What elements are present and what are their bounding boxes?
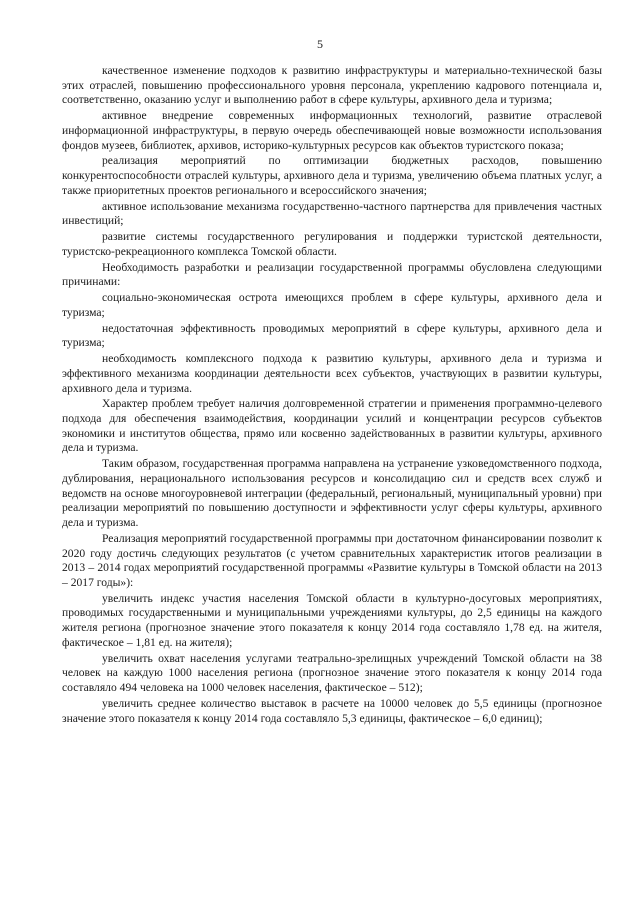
paragraph-reason-socioeconomic: социально-экономическая острота имеющихся проблем в сфере культуры, архивного дела и туризма; — [62, 291, 602, 319]
paragraph-tourism-regulation: развитие системы государственного регулирования и поддержки туристской деятельности, туристско-рекреационного комплекса Томской области. — [62, 230, 602, 258]
paragraph-it-technologies: активное внедрение современных информационных технологий, развитие отраслевой информационной инфраструктуры, в первую очередь обеспечивающей новые возможности использования фондов музеев, библиотек, архивов, историко-культурных ресурсов как объектов туристского показа; — [62, 109, 602, 152]
paragraph-budget-optimization: реализация мероприятий по оптимизации бюджетных расходов, повышению конкурентоспособности отраслей культуры, архивного дела и туризма, увеличению объема платных услуг, а также приоритетных проектов регионального и всероссийского значения; — [62, 154, 602, 197]
paragraph-expected-results: Реализация мероприятий государственной программы при достаточном финансировании позволит к 2020 году достичь следующих результатов (с учетом сравнительных характеристик итогов реализации в 2013 – 2014 годах мероприятий государственной программы «Развитие культуры в Томской области на 2013 – 2017 годы»): — [62, 531, 602, 589]
paragraph-long-term-strategy: Характер проблем требует наличия долговременной стратегии и применения программно-целевого подхода для обеспечения взаимодействия, координации усилий и концентрации ресурсов субъектов экономики и институтов общества, прямо или косвенно задействованных в развитии культуры, архивного дела и туризма. — [62, 397, 602, 455]
paragraph-result-theatre-coverage: увеличить охват населения услугами театрально-зрелищных учреждений Томской области на 38 человек на каждую 1000 населения региона (прогнозное значение этого показателя к концу 2014 года составляло 494 человека на 1000 человек населения, фактическое – 512); — [62, 651, 602, 695]
paragraph-result-exhibitions: увеличить среднее количество выставок в расчете на 10000 человек до 5,5 единицы (прогнозное значение этого показателя к концу 2014 года составляло 5,3 единицы, фактическое – 6,0 единиц); — [62, 696, 602, 725]
paragraph-program-aim: Таким образом, государственная программа направлена на устранение узковедомственного подхода, дублирования, нерационального использования ресурсов и консолидацию сил и средств всех служб и ведомств на основе многоуровневой интеграции (федеральный, региональный, муниципальный уровни) при реализации мероприятий по повышению доступности и эффективности услуг сферы культуры, архивного дела и туризма. — [62, 457, 602, 530]
paragraph-infrastructure: качественное изменение подходов к развитию инфраструктуры и материально-технической базы этих отраслей, повышению профессионального уровня персонала, укреплению кадрового потенциала и, соответственно, оказанию услуг и выполнению работ в сфере культуры, архивного дела и туризма; — [62, 64, 602, 107]
paragraph-reason-efficiency: недостаточная эффективность проводимых мероприятий в сфере культуры, архивного дела и туризма; — [62, 321, 602, 350]
page-number: 5 — [317, 37, 323, 51]
paragraph-reason-complex-approach: необходимость комплексного подхода к развитию культуры, архивного дела и туризма и эффективного механизма координации деятельности всех субъектов, участвующих в развитии культуры, архивного дела и туризма. — [62, 352, 602, 395]
paragraph-program-necessity: Необходимость разработки и реализации государственной программы обусловлена следующими причинами: — [62, 260, 602, 289]
paragraph-result-participation-index: увеличить индекс участия населения Томской области в культурно-досуговых мероприятиях, проводимых государственными и муниципальными учреждениями культуры, до 2,5 единицы на каждого жителя региона (прогнозное значение этого показателя к концу 2014 года составляло 1,78 ед. на жителя, фактическое – 1,81 ед. на жителя); — [62, 591, 602, 649]
document-body — [62, 64, 602, 727]
paragraph-public-private-partnership: активное использование механизма государственно-частного партнерства для привлечения частных инвестиций; — [62, 199, 602, 228]
